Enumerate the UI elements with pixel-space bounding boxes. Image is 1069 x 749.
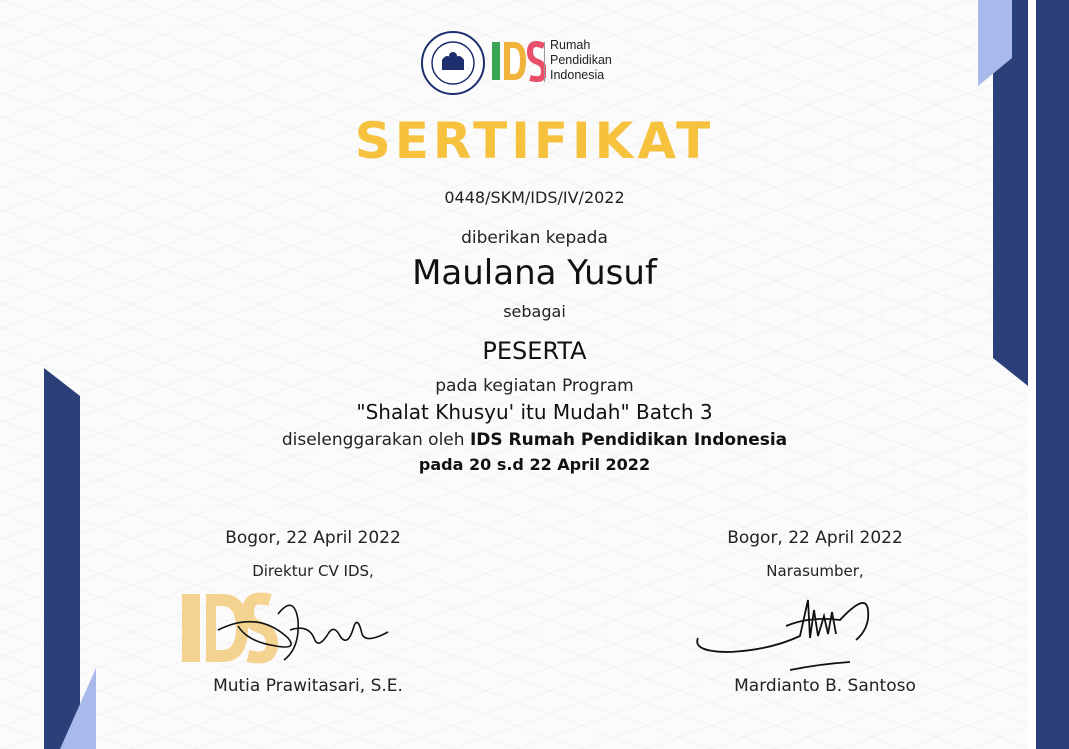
given-to-label: diberikan kepada [461,228,608,248]
brand-line-2: Pendidikan [550,53,612,67]
left-position: Direktur CV IDS, [252,562,374,580]
certificate-number: 0448/SKM/IDS/IV/2022 [444,188,625,207]
logo-divider [544,42,545,82]
event-dates: pada 20 s.d 22 April 2022 [418,455,651,474]
header-logos [420,30,640,96]
organizer-line [0,430,1069,450]
program-intro: pada kegiatan Program [435,376,634,396]
organizer-name: IDS Rumah Pendidikan Indonesia [469,430,788,450]
right-position: Narasumber, [766,562,864,580]
left-place-date: Bogor, 22 April 2022 [225,528,401,548]
program-name: "Shalat Khusyu' itu Mudah" Batch 3 [356,400,713,424]
participant-role: PESERTA [482,337,587,365]
right-signer-name: Mardianto B. Santoso [734,676,916,696]
right-place-date: Bogor, 22 April 2022 [727,528,903,548]
brand-text [550,38,612,83]
organized-by-label: diselenggarakan oleh [281,430,465,450]
right-signature-block [665,528,965,580]
brand-line-3: Indonesia [550,68,605,82]
left-navy-stripe [44,368,80,749]
certificate-title: SERTIFIKAT [354,112,715,170]
right-signature [690,580,890,680]
as-label: sebagai [503,302,566,321]
foundation-seal-logo [420,30,486,96]
left-signer-name: Mutia Prawitasari, S.E. [213,676,403,696]
recipient-name: Maulana Yusuf [412,253,657,293]
left-signature-stamp [178,590,398,668]
ids-logo-icon [490,38,546,88]
left-signature-block [163,528,463,580]
brand-line-1: Rumah [550,38,591,52]
